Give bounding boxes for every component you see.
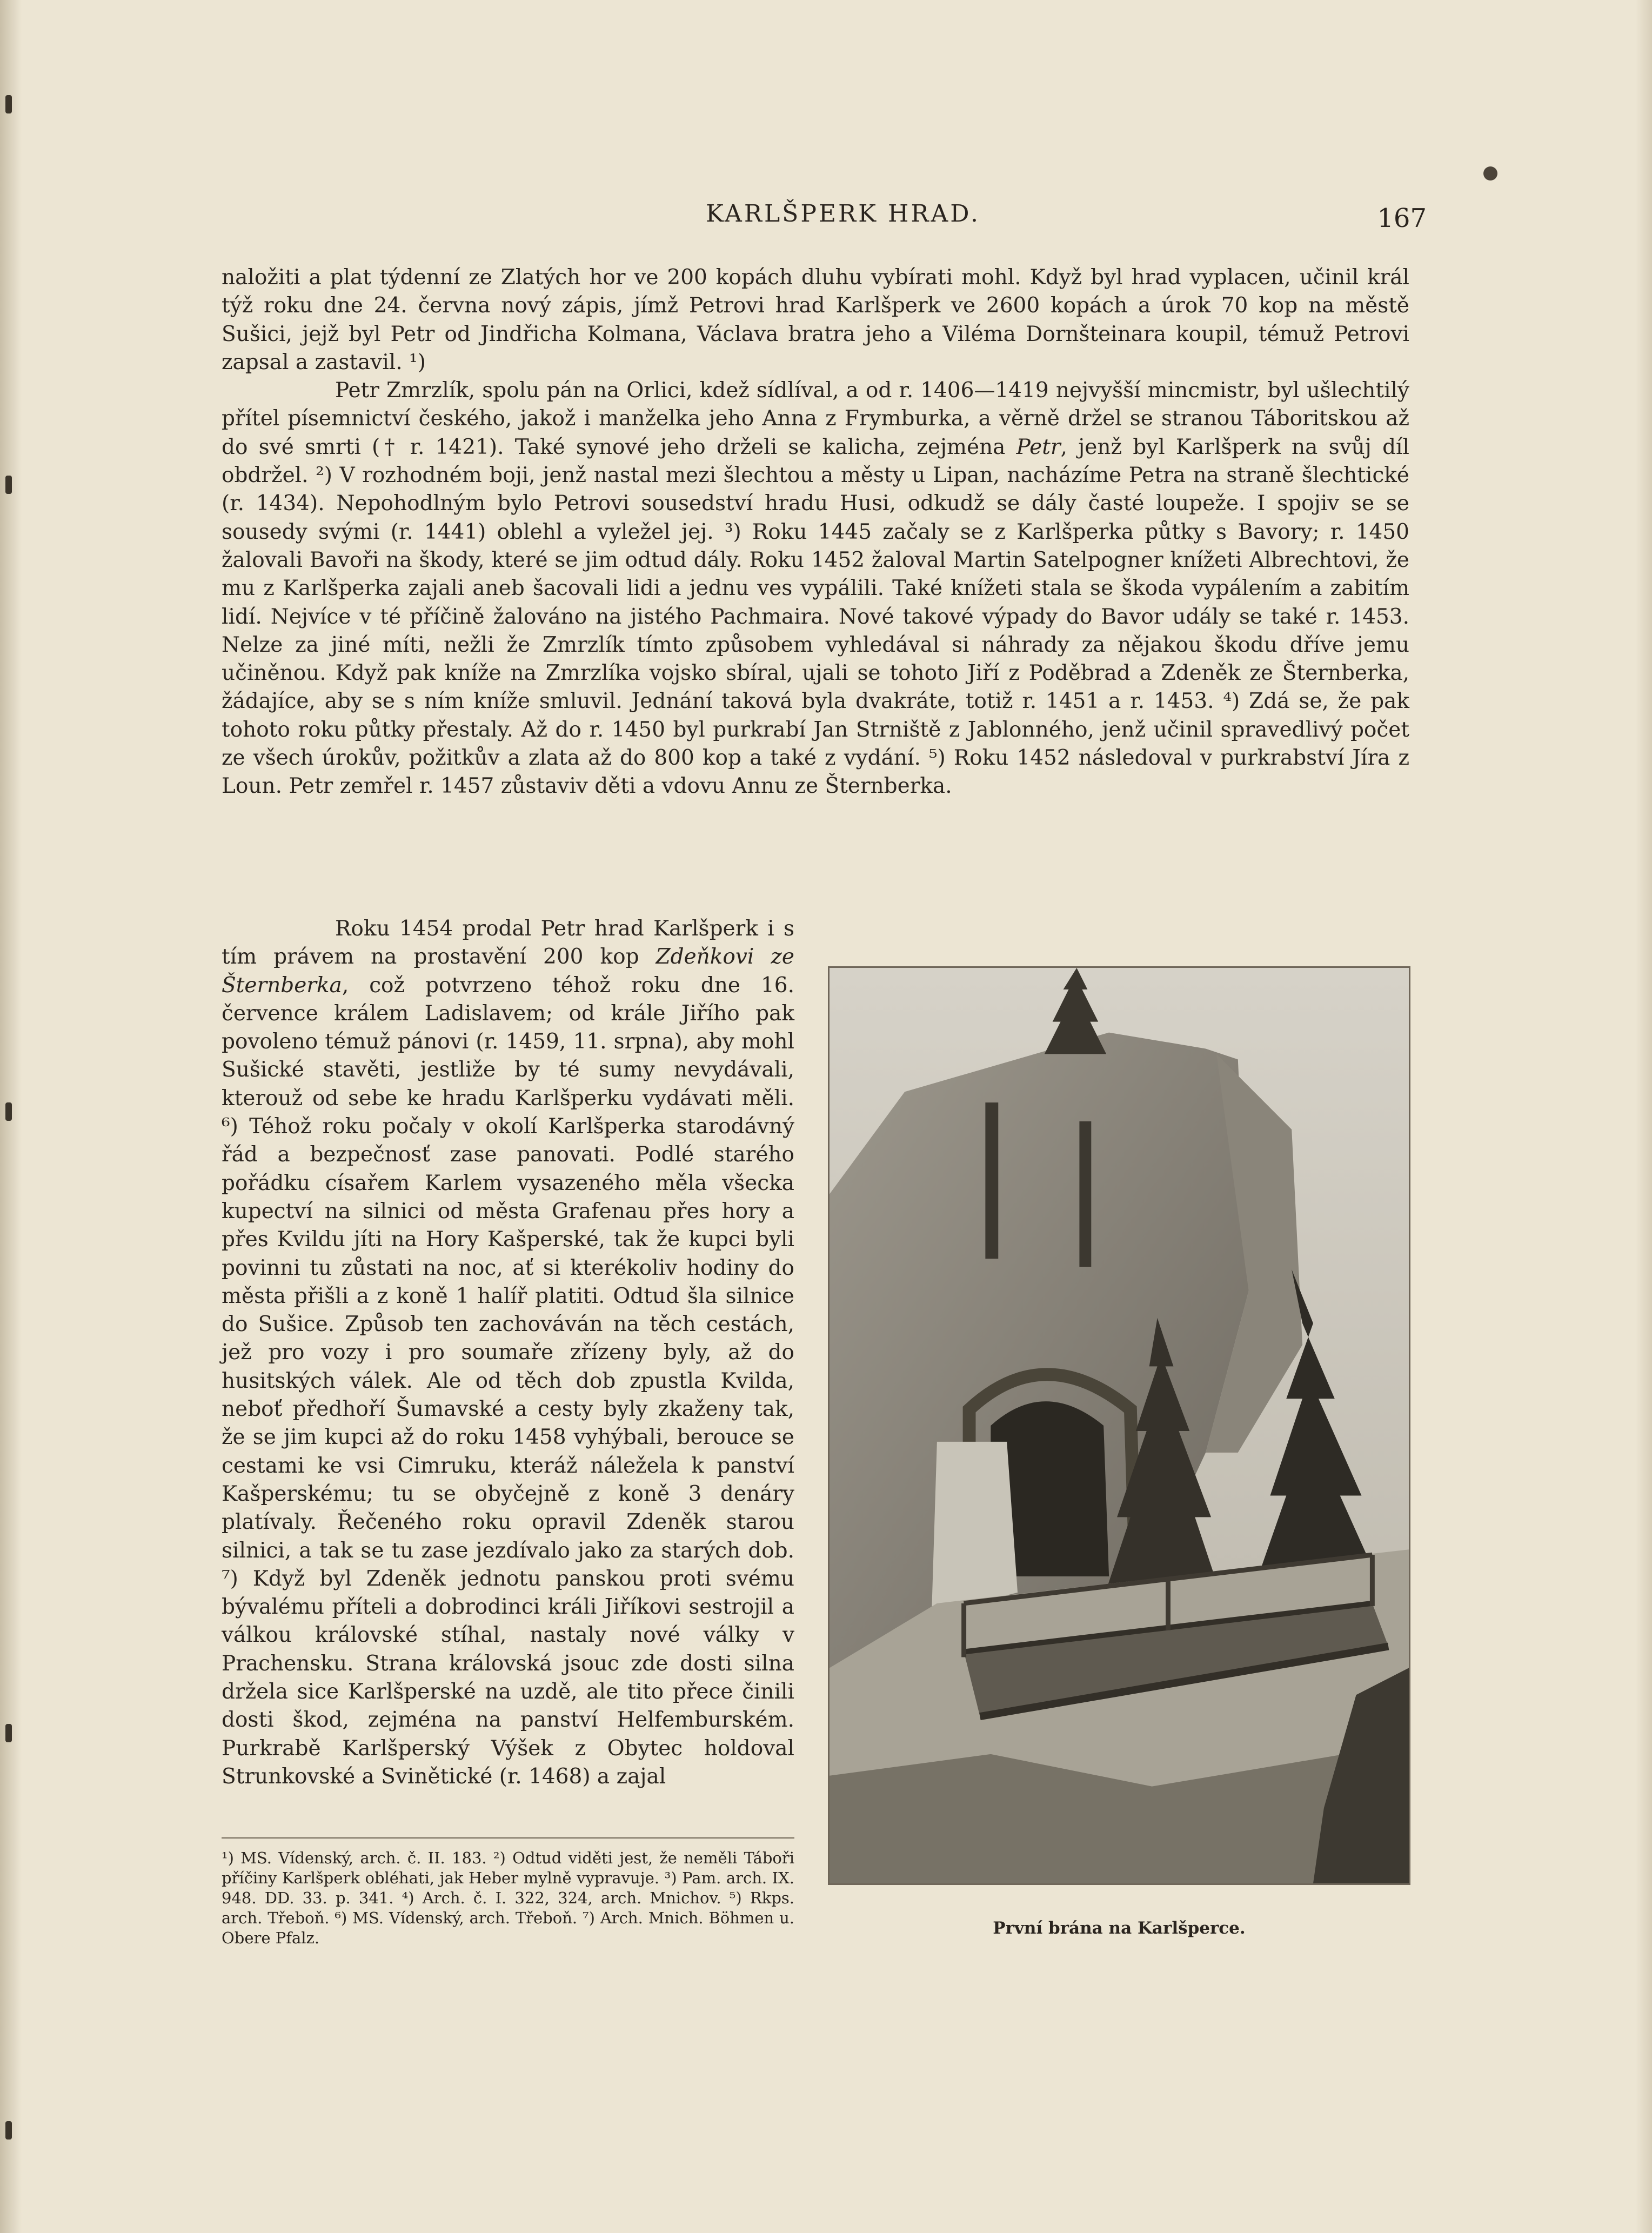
binding-mark xyxy=(5,2121,12,2140)
paragraph-3-text-a: Roku 1454 prodal Petr hrad Karlšperk i s tím právem na prostavění 200 kop xyxy=(222,917,794,970)
paragraph-2 xyxy=(222,377,1409,800)
paragraph-3 xyxy=(222,915,794,1791)
paragraph-3-name-zdenek: Zdeňkovi ze Šternberka xyxy=(222,945,794,998)
wall-slit-right xyxy=(1079,1121,1091,1267)
paragraph-2-text-b: , jenž byl Karlšperk na svůj díl obdržel. ²) V rozhodném boji, jenž nastal mezi šlechtou a městy u Lipan, nacházíme Petra na straně šlechtické (r. 1434). Nepohodlným bylo Petrovi sousedství hradu Husi, odkudž se dály časté loupeže. I spojiv se se sousedy svými (r. 1441) oblehl a vyležel jej. ³) Roku 1445 začaly se z Karlšperka půtky s Bavory; r. 1450 žalovali Bavoři na škody, které se jim odtud dály. Roku 1452 žaloval Martin Satelpogner knížeti Albrechtovi, že mu z Karlšperka zajali aneb šacovali lidi a jednu ves vypálili. Také knížeti stala se škoda vypálením a zabitím lidí. Nejvíce v té příčině žalováno na jistého Pachmaira. Nové takové výpady do Bavor udály se také r. 1453. Nelze za jiné míti, nežli že Zmrzlík tímto způsobem vyhledával si náhrady za nějakou škodu dříve jemu učiněnou. Když pak kníže na Zmrzlíka vojsko sbíral, ujali se tohoto Jiří z Poděbrad a Zdeněk ze Šternberka, žádajíce, aby se s ním kníže smluvil. Jednání taková byla dvakráte, totiž r. 1451 a r. 1453. ⁴) Zdá se, že pak tohoto roku půtky přestaly. Až do r. 1450 byl purkrabí Jan Strniště z Jablonného, jenž učinil spravedlivý počet ze všech úrokův, požitkův a zlata až do 800 kop a také z vydání. ⁵) Roku 1452 následoval v purkrabství Jíra z Loun. Petr zemřel r. 1457 zůstaviv děti a vdovu Annu ze Šternberka. xyxy=(222,434,1409,799)
page-header xyxy=(259,193,1427,237)
paragraph-2-name-petr: Petr xyxy=(1016,434,1061,459)
castle-gate-drawing xyxy=(830,968,1409,1883)
page-number: 167 xyxy=(1377,203,1427,233)
paragraph-2-text-a: Petr Zmrzlík, spolu pán na Orlici, kdež sídlíval, a od r. 1406—1419 nejvyšší mincmistr, byl ušlechtilý přítel písemnictví českého, jakož i manželka jeho Anna z Frymburka, a věrně držel se stranou Táboritskou až do své smrti († r. 1421). Také synové jeho drželi se kalicha, zejména xyxy=(222,378,1409,459)
page-edge-right xyxy=(1636,0,1652,2233)
running-head: KARLŠPERK HRAD. xyxy=(705,200,981,228)
binding-mark xyxy=(5,1724,12,1742)
figure-caption: První brána na Karlšperce. xyxy=(993,1918,1246,1938)
paragraph-3-text-b: , což potvrzeno téhož roku dne 16. července králem Ladislavem; od krále Jiřího pak povoleno témuž pánovi (r. 1459, 11. srpna), aby mohl Sušické stavěti, jestliže by té sumy nevydávali, kterouž od sebe ke hradu Karlšperku vydávati měli. ⁶) Téhož roku počaly v okolí Karlšperka starodávný řád a bezpečnosť zase panovati. Podlé starého pořádku císařem Karlem vysazeného měla všecka kupectví na silnici od města Grafenau přes hory a přes Kvildu jíti na Hory Kašperské, tak že kupci byli povinni tu zůstati na noc, ať si kterékoliv hodiny do města přišli a z koně 1 halíř platiti. Odtud šla silnice do Sušice. Způsob ten zachováván na těch cestách, jež pro vozy i pro soumaře zřízeny byly, až do husitských válek. Ale od těch dob zpustla Kvilda, neboť předhoří Šumavské a cesty byly zkaženy tak, že se jim kupci až do roku 1458 vyhýbali, berouce se cestami ke vsi Cimruku, kteráž náležela k panství Kašperskému; tu se obyčejně z koně 3 denáry platívaly. Řečeného roku opravil Zdeněk starou silnici, a tak se tu zase jezdívalo jako za starých dob. ⁷) Když byl Zdeněk jednotu panskou proti svému bývalému příteli a dobrodinci králi Jiříkovi sestrojil a válkou královské stíhal, nastaly nové války v Prachensku. Strana královská jsouc zde dosti silna držela sice Karlšperské na uzdě, ale tito přece činili dosti škod, zejména na panství Helfemburském. Purkrabě Karlšperský Výšek z Obytec holdoval Strunkovské a Svinětické (r. 1468) a zajal xyxy=(222,973,794,1789)
sunlit-rock xyxy=(932,1442,1018,1614)
main-text-block xyxy=(222,264,1409,880)
column-text-block xyxy=(222,915,794,1819)
ink-spot xyxy=(1483,166,1497,180)
binding-mark xyxy=(5,1102,12,1121)
binding-mark xyxy=(5,95,12,113)
binding-mark xyxy=(5,476,12,494)
illustration-castle-gate xyxy=(828,966,1410,1885)
paragraph-1: naložiti a plat týdenní ze Zlatých hor ve 200 kopách dluhu vybírati mohl. Když byl hrad vyplacen, učinil král týž roku dne 24. června nový zápis, jímž Petrovi hrad Karlšperk ve 2600 kopách a úrok 70 kop na městě Sušici, jejž byl Petr od Jindřicha Kolmana, Václava bratra jeho a Viléma Dornšteinara koupil, témuž Petrovi zapsal a zastavil. ¹) xyxy=(222,265,1409,375)
footnotes: ¹) MS. Vídenský, arch. č. II. 183. ²) Odtud viděti jest, že neměli Táboři příčiny Karlšperk obléhati, jak Heber mylně vypravuje. ³) Pam. arch. IX. 948. DD. 33. p. 341. ⁴) Arch. č. I. 322, 324, arch. Mnichov. ⁵) Rkps. arch. Třeboň. ⁶) MS. Vídenský, arch. Třeboň. ⁷) Arch. Mnich. Böhmen u. Obere Pfalz. xyxy=(222,1837,794,1949)
wall-slit-left xyxy=(985,1102,998,1259)
